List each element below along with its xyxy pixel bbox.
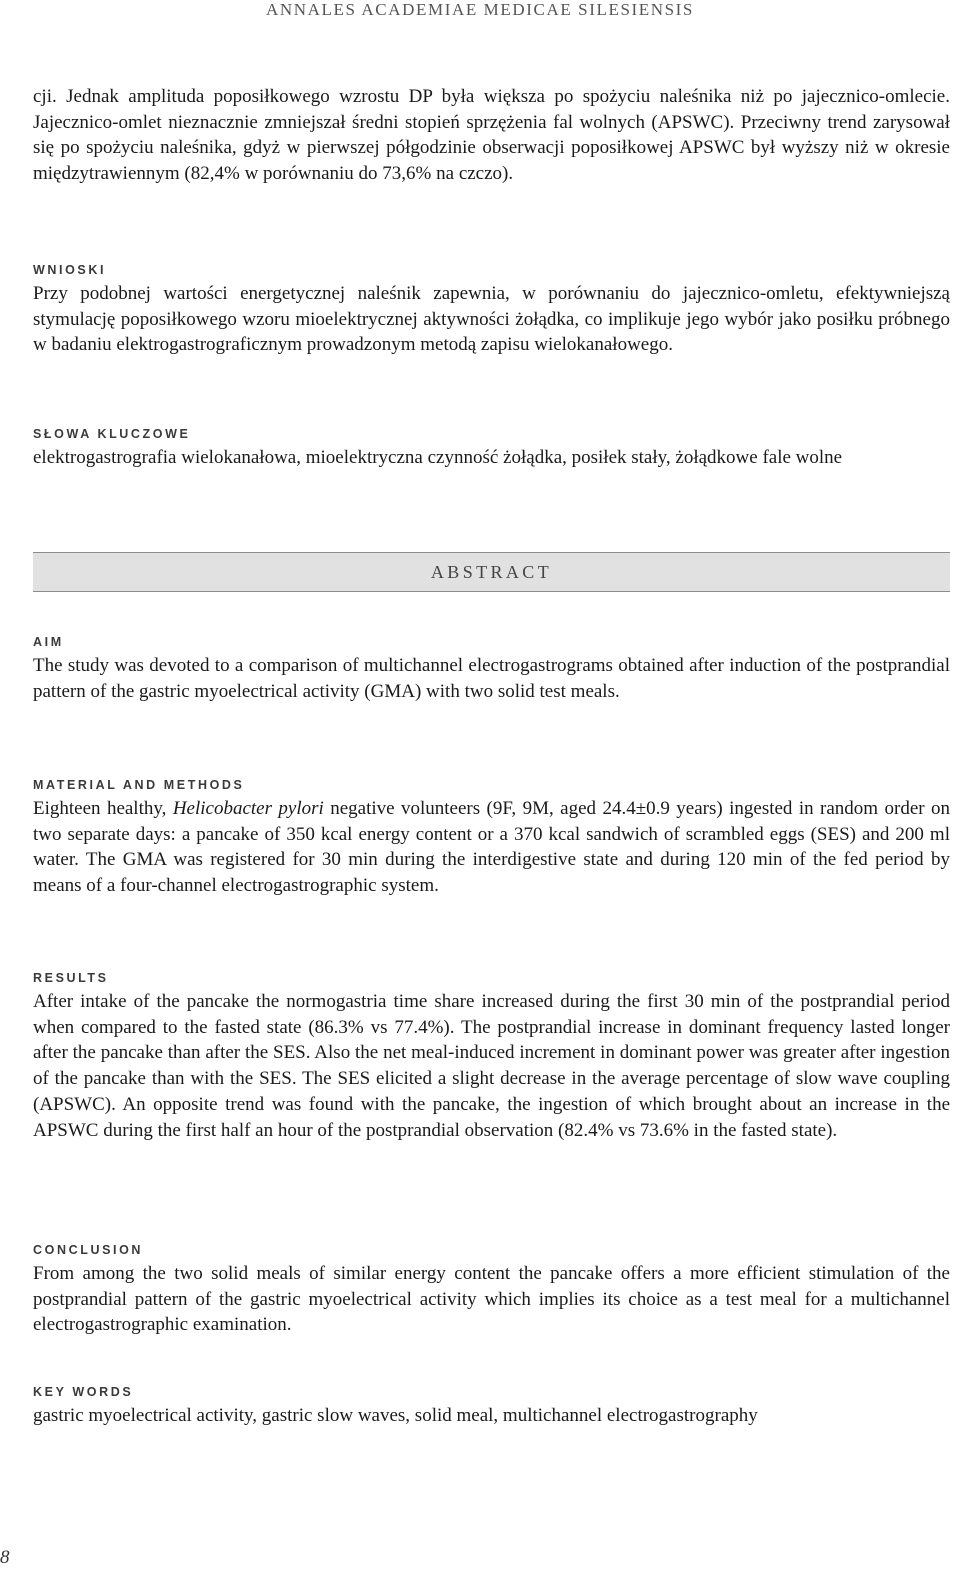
polish-keywords-heading: SŁOWA KLUCZOWE <box>33 427 191 441</box>
english-keywords-section <box>33 1384 950 1429</box>
methods-text-end: negative volunteers (9F, 9M, aged 24.4±0.9 years) ingested in random order on two separate days: a pancake of 350 kcal energy content or a 370 kcal sandwich of scrambled eggs (SES) and 200 ml water. The GMA was registered for 30 min during the interdigestive state and during 120 min of the fed period by means of a four-channel electrogastrographic system. <box>33 798 951 897</box>
results-section <box>33 970 950 1143</box>
continued-paragraph-block <box>33 84 950 187</box>
aim-heading: AIM <box>33 635 64 649</box>
methods-italic-term: Helicobacter pylori <box>172 798 324 819</box>
page-number: 8 <box>0 1547 10 1568</box>
methods-text-start: Eighteen healthy, <box>33 798 173 819</box>
conclusion-section <box>33 1242 950 1338</box>
conclusion-heading: CONCLUSION <box>33 1243 144 1257</box>
polish-keywords-text: elektrogastrografia wielokanałowa, mioelektryczna czynność żołądka, posiłek stały, żołądkowe fale wolne <box>33 447 843 468</box>
conclusion-text: From among the two solid meals of similar energy content the pancake offers a more efficient stimulation of the postprandial pattern of the gastric myoelectrical activity which implies its choice as a test meal for a multichannel electrogastrographic examination. <box>33 1263 950 1336</box>
polish-conclusions-section <box>33 262 950 358</box>
english-keywords-heading: KEY WORDS <box>33 1385 134 1399</box>
aim-section <box>33 634 950 704</box>
methods-heading: MATERIAL AND METHODS <box>33 778 245 792</box>
english-keywords-text: gastric myoelectrical activity, gastric slow waves, solid meal, multichannel electrogastrography <box>33 1405 758 1426</box>
results-heading: RESULTS <box>33 971 109 985</box>
running-head: ANNALES ACADEMIAE MEDICAE SILESIENSIS <box>265 0 694 19</box>
methods-section <box>33 777 950 899</box>
polish-conclusions-heading: WNIOSKI <box>33 263 107 277</box>
abstract-banner: ABSTRACT <box>33 552 950 592</box>
polish-keywords-section <box>33 426 950 471</box>
aim-text: The study was devoted to a comparison of multichannel electrogastrograms obtained after induction of the postprandial pattern of the gastric myoelectrical activity (GMA) with two solid test meals. <box>33 655 950 702</box>
results-text: After intake of the pancake the normogastria time share increased during the first 30 min of the postprandial period when compared to the fasted state (86.3% vs 77.4%). The postprandial increase in dominant frequency lasted longer after the pancake than after the SES. Also the net meal-induced increment in dominant power was greater after ingestion of the pancake than with the SES. The SES elicited a slight decrease in the average percentage of slow wave coupling (APSWC). An opposite trend was found with the pancake, the ingestion of which brought about an increase in the APSWC during the first half an hour of the postprandial observation (82.4% vs 73.6% in the fasted state). <box>33 991 950 1141</box>
continued-paragraph: cji. Jednak amplituda poposiłkowego wzrostu DP była większa po spożyciu naleśnika niż po jajecznico-omlecie. Jajecznico-omlet nieznacznie zmniejszał średni stopień sprzężenia fal wolnych (APSWC). Przeciwny trend zarysował się po spożyciu naleśnika, gdyż w pierwszej półgodzinie obserwacji poposiłkowej APSWC był wyższy niż w okresie międzytrawiennym (82,4% w porównaniu do 73,6% na czczo). <box>33 86 950 185</box>
methods-text <box>33 796 950 899</box>
polish-conclusions-text: Przy podobnej wartości energetycznej naleśnik zapewnia, w porównaniu do jajecznico-omletu, efektywniejszą stymulację poposiłkowego wzoru mioelektrycznej aktywności żołądka, co implikuje jego wybór jako posiłku próbnego w badaniu elektrogastrograficznym prowadzonym metodą zapisu wielokanałowego. <box>33 283 950 356</box>
